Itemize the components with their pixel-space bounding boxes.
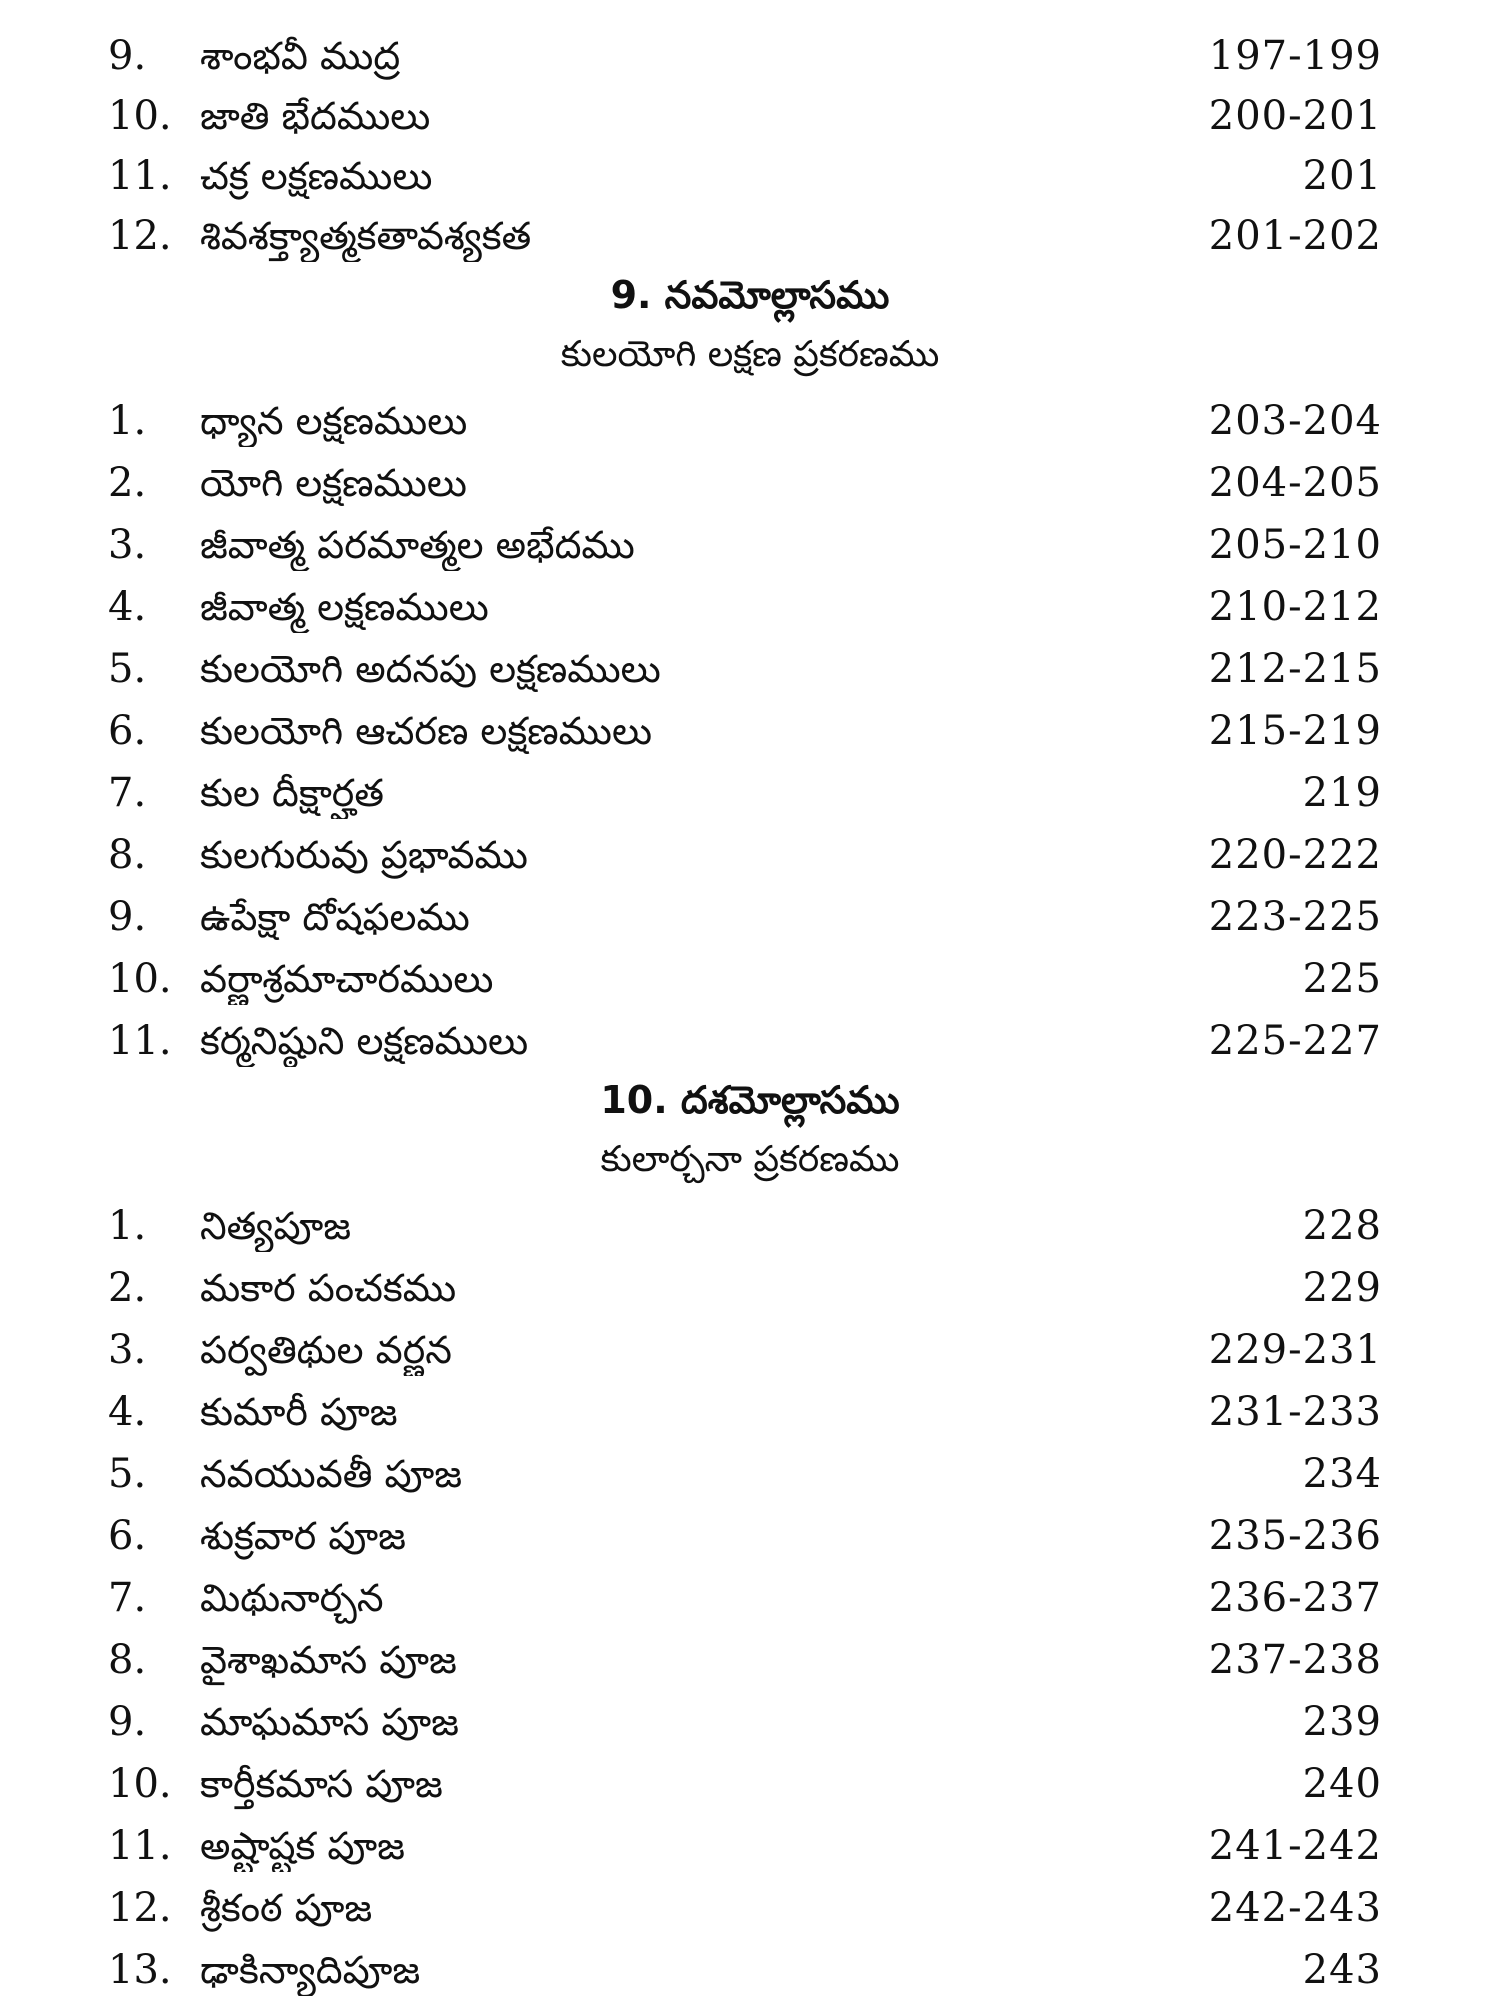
entry-title: కులగురువు ప్రభావము	[200, 833, 528, 877]
entry-pages: 228	[1302, 1203, 1382, 1249]
section-subtitle: కులార్చనా ప్రకరణము	[600, 1139, 900, 1180]
entry-title: మాఘమాస పూజ	[200, 1700, 459, 1744]
entry-pages: 220-222	[1208, 832, 1382, 878]
entry-title: వైశాఖమాస పూజ	[200, 1638, 457, 1682]
entry-number: 10.	[108, 1761, 172, 1807]
toc-entry	[0, 1015, 1500, 1067]
entry-number: 8.	[108, 832, 147, 878]
entry-number: 4.	[108, 1389, 147, 1435]
entry-title: ధ్యాన లక్షణములు	[200, 399, 468, 443]
entry-title: జీవాత్మ పరమాత్మల అభేదము	[200, 523, 635, 567]
entry-title: కులయోగి ఆచరణ లక్షణములు	[200, 709, 653, 753]
toc-entry	[0, 1820, 1500, 1872]
entry-number: 13.	[108, 1947, 172, 1993]
entry-number: 5.	[108, 1451, 147, 1497]
toc-entry	[0, 1572, 1500, 1624]
section-heading: 10. దశమోల్లాసము	[600, 1078, 900, 1122]
entry-title: కార్తీకమాస పూజ	[200, 1762, 443, 1806]
toc-entry	[0, 1386, 1500, 1438]
entry-title: పర్వతిథుల వర్ణన	[200, 1328, 452, 1372]
entry-title: కులయోగి అదనపు లక్షణములు	[200, 647, 661, 691]
toc-entry	[0, 150, 1500, 202]
entry-title: జీవాత్మ లక్షణములు	[200, 585, 489, 629]
entry-pages: 225-227	[1208, 1018, 1382, 1064]
entry-title: ఢాకిన్యాదిపూజ	[200, 1948, 421, 1992]
entry-number: 6.	[108, 1513, 147, 1559]
entry-pages: 237-238	[1208, 1637, 1382, 1683]
entry-pages: 235-236	[1208, 1513, 1382, 1559]
entry-pages: 234	[1302, 1451, 1382, 1497]
toc-entry	[0, 1758, 1500, 1810]
entry-title: శివశక్త్యాత్మకతావశ్యకత	[200, 214, 532, 258]
entry-number: 10.	[108, 93, 172, 139]
toc-entry	[0, 30, 1500, 82]
entry-title: జాతి భేదములు	[200, 94, 431, 138]
toc-entry	[0, 829, 1500, 881]
toc-entry	[0, 1448, 1500, 1500]
entry-number: 9.	[108, 894, 147, 940]
entry-number: 1.	[108, 1203, 147, 1249]
toc-entry	[0, 705, 1500, 757]
entry-title: చక్ర లక్షణములు	[200, 154, 433, 198]
toc-entry	[0, 1510, 1500, 1562]
toc-entry	[0, 1200, 1500, 1252]
toc-entry	[0, 395, 1500, 447]
toc-entry	[0, 581, 1500, 633]
entry-number: 12.	[108, 1885, 172, 1931]
entry-number: 6.	[108, 708, 147, 754]
entry-pages: 205-210	[1208, 522, 1382, 568]
toc-entry	[0, 953, 1500, 1005]
entry-title: మకార పంచకము	[200, 1266, 457, 1310]
entry-pages: 231-233	[1208, 1389, 1382, 1435]
entry-number: 7.	[108, 1575, 147, 1621]
entry-pages: 243	[1302, 1947, 1382, 1993]
entry-title: యోగి లక్షణములు	[200, 461, 467, 505]
entry-number: 11.	[108, 1018, 172, 1064]
entry-pages: 203-204	[1208, 398, 1382, 444]
entry-title: మిథునార్చన	[200, 1576, 384, 1620]
toc-entry	[0, 1634, 1500, 1686]
entry-pages: 212-215	[1208, 646, 1382, 692]
toc-entry	[0, 767, 1500, 819]
entry-pages: 201-202	[1208, 213, 1382, 259]
entry-title: ఉపేక్షా దోషఫలము	[200, 895, 470, 939]
entry-number: 12.	[108, 213, 172, 259]
toc-entry	[0, 891, 1500, 943]
entry-number: 5.	[108, 646, 147, 692]
entry-number: 9.	[108, 1699, 147, 1745]
entry-pages: 225	[1302, 956, 1382, 1002]
entry-title: నిత్యపూజ	[200, 1204, 351, 1248]
entry-number: 4.	[108, 584, 147, 630]
entry-pages: 223-225	[1208, 894, 1382, 940]
entry-number: 11.	[108, 1823, 172, 1869]
entry-pages: 204-205	[1208, 460, 1382, 506]
entry-number: 9.	[108, 33, 147, 79]
entry-number: 7.	[108, 770, 147, 816]
toc-entry	[0, 1262, 1500, 1314]
toc-entry	[0, 1696, 1500, 1748]
entry-pages: 229-231	[1208, 1327, 1382, 1373]
toc-entry	[0, 90, 1500, 142]
section-heading: 9. నవమోల్లాసము	[610, 273, 890, 317]
toc-entry	[0, 643, 1500, 695]
entry-number: 3.	[108, 1327, 147, 1373]
entry-number: 11.	[108, 153, 172, 199]
entry-pages: 236-237	[1208, 1575, 1382, 1621]
entry-title: కర్మనిష్ఠుని లక్షణములు	[200, 1019, 529, 1063]
entry-number: 3.	[108, 522, 147, 568]
entry-pages: 197-199	[1208, 33, 1382, 79]
entry-number: 8.	[108, 1637, 147, 1683]
entry-title: శుక్రవార పూజ	[200, 1514, 406, 1558]
entry-pages: 210-212	[1208, 584, 1382, 630]
entry-title: శ్రీకంఠ పూజ	[200, 1886, 373, 1930]
entry-pages: 200-201	[1208, 93, 1382, 139]
toc-entry	[0, 457, 1500, 509]
entry-pages: 239	[1302, 1699, 1382, 1745]
toc-entry	[0, 1324, 1500, 1376]
entry-number: 10.	[108, 956, 172, 1002]
toc-entry	[0, 519, 1500, 571]
entry-pages: 201	[1302, 153, 1382, 199]
entry-pages: 240	[1302, 1761, 1382, 1807]
entry-pages: 229	[1302, 1265, 1382, 1311]
entry-pages: 215-219	[1208, 708, 1382, 754]
entry-pages: 241-242	[1208, 1823, 1382, 1869]
entry-title: శాంభవీ ముద్ర	[200, 34, 401, 78]
entry-number: 2.	[108, 460, 147, 506]
entry-title: కుల దీక్షార్హత	[200, 771, 384, 815]
section-subtitle: కులయోగి లక్షణ ప్రకరణము	[560, 334, 940, 375]
entry-title: నవయువతీ పూజ	[200, 1452, 463, 1496]
entry-title: అష్టాష్టక పూజ	[200, 1824, 405, 1868]
toc-entry	[0, 1882, 1500, 1934]
entry-pages: 219	[1302, 770, 1382, 816]
entry-number: 2.	[108, 1265, 147, 1311]
toc-entry	[0, 210, 1500, 262]
entry-pages: 242-243	[1208, 1885, 1382, 1931]
entry-title: వర్ణాశ్రమాచారములు	[200, 957, 494, 1001]
entry-title: కుమారీ పూజ	[200, 1390, 398, 1434]
entry-number: 1.	[108, 398, 147, 444]
toc-entry	[0, 1944, 1500, 1996]
